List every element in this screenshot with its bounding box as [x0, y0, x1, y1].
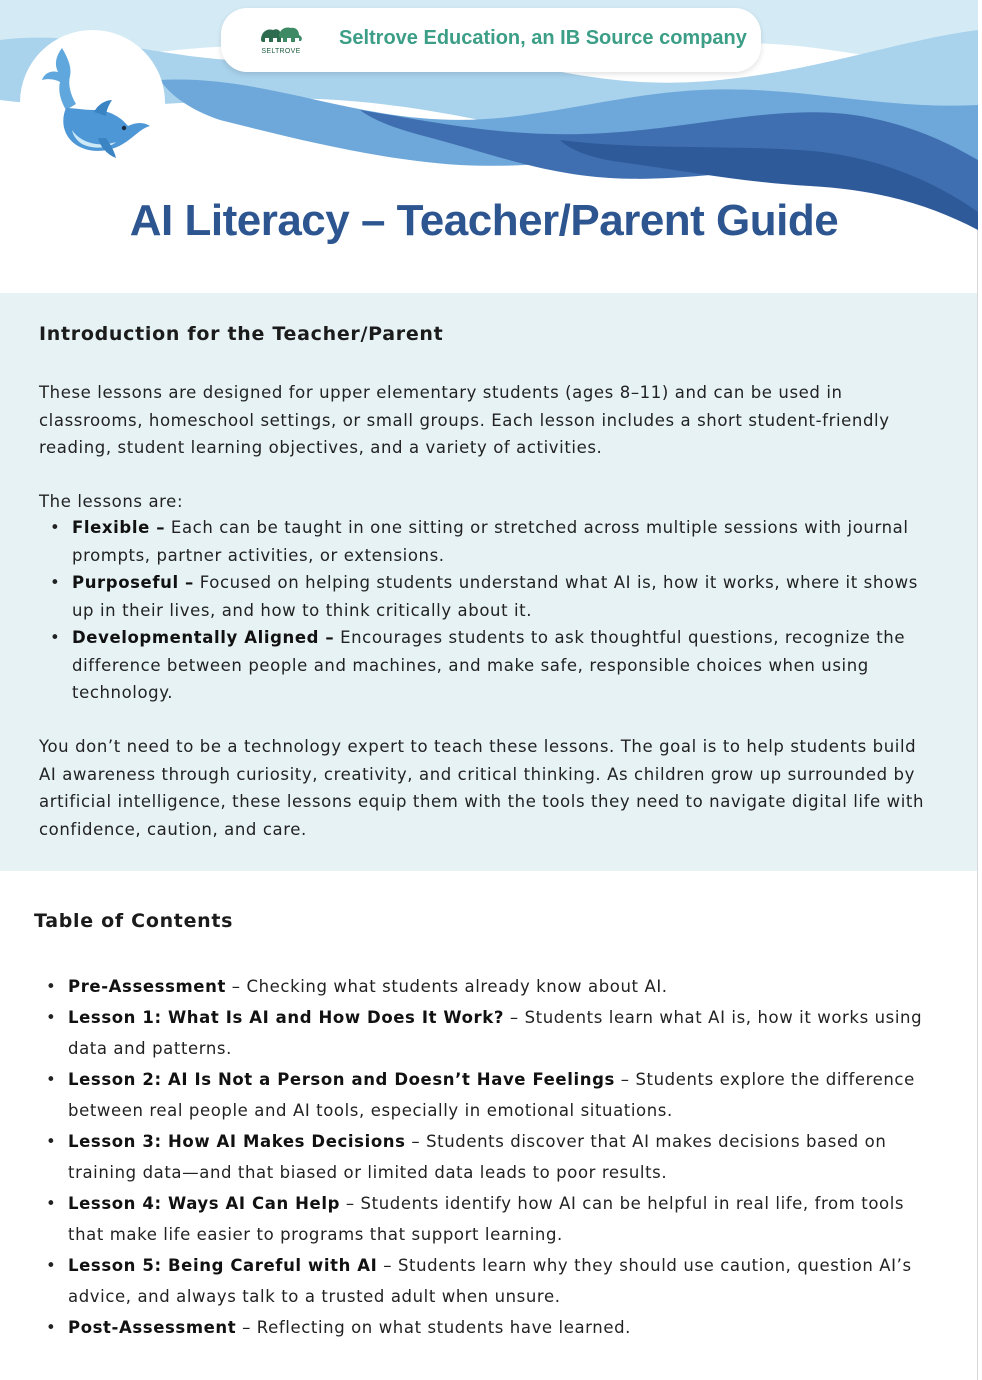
- toc-list: [34, 971, 939, 1343]
- brand-pill: [221, 8, 761, 72]
- trait-term: Developmentally Aligned –: [72, 628, 335, 647]
- intro-section: [0, 293, 977, 871]
- trait-text: Each can be taught in one sitting or stretched across multiple sessions with journal prompts, partner activities, or extensions.: [72, 518, 909, 565]
- list-item: [39, 624, 919, 707]
- toc-item: [34, 1250, 939, 1312]
- trait-term: Flexible –: [72, 518, 166, 537]
- toc-item: [34, 1312, 939, 1343]
- mascot-circle: [20, 30, 165, 175]
- intro-heading: Introduction for the Teacher/Parent: [39, 323, 444, 345]
- seltrove-logo: [257, 22, 305, 62]
- toc-item-desc: – Students discover that AI makes decisions based on training data—and that biased or limited data leads to poor results.: [68, 1132, 887, 1182]
- dolphin-icon: [20, 30, 165, 175]
- toc-item-title: Lesson 3: How AI Makes Decisions: [68, 1132, 406, 1151]
- trait-text: Encourages students to ask thoughtful questions, recognize the difference between people and machines, and make safe, responsible choices when using technology.: [72, 628, 906, 702]
- logo-text: SELTROVE: [261, 48, 301, 55]
- toc-heading: Table of Contents: [34, 910, 234, 932]
- list-item: [39, 569, 919, 624]
- list-item: [39, 514, 919, 569]
- toc-item: [34, 1002, 939, 1064]
- lessons-are-label: The lessons are:: [39, 492, 184, 511]
- toc-item-title: Lesson 1: What Is AI and How Does It Work?: [68, 1008, 505, 1027]
- elephant-logo-icon: [257, 22, 305, 48]
- toc-item-title: Post-Assessment: [68, 1318, 237, 1337]
- toc-item-title: Pre-Assessment: [68, 977, 226, 996]
- toc-item-desc: – Checking what students already know about AI.: [225, 977, 668, 996]
- toc-item-desc: – Students explore the difference between real people and AI tools, especially in emotional situations.: [68, 1070, 915, 1120]
- header-banner: [0, 0, 978, 292]
- trait-text: Focused on helping students understand what AI is, how it works, where it shows up in their lives, and how to think critically about it.: [72, 573, 918, 620]
- toc-item-title: Lesson 5: Being Careful with AI: [68, 1256, 378, 1275]
- intro-closing-paragraph: You don’t need to be a technology expert to teach these lessons. The goal is to help students build AI awareness through curiosity, creativity, and critical thinking. As children grow up surrounded by artificial intelligence, these lessons equip them with the tools they need to navigate digital life with confidence, caution, and care.: [39, 737, 925, 839]
- toc-item-title: Lesson 4: Ways AI Can Help: [68, 1194, 341, 1213]
- intro-paragraph: These lessons are designed for upper elementary students (ages 8–11) and can be used in classrooms, homeschool settings, or small groups. Each lesson includes a short student-friendly reading, student learning objectives, and a variety of activities.: [39, 383, 890, 457]
- toc-item-desc: – Students learn why they should use caution, question AI’s advice, and always talk to a trusted adult when unsure.: [68, 1256, 912, 1306]
- brand-name: Seltrove Education, an IB Source company: [339, 27, 747, 49]
- toc-item-desc: – Students learn what AI is, how it works using data and patterns.: [68, 1008, 923, 1058]
- toc-item-desc: – Students identify how AI can be helpful in real life, from tools that make life easier to programs that support learning.: [68, 1194, 905, 1244]
- page-title: AI Literacy – Teacher/Parent Guide: [129, 196, 839, 245]
- toc-item: [34, 1188, 939, 1250]
- toc-item: [34, 971, 939, 1002]
- toc-item-desc: – Reflecting on what students have learned.: [236, 1318, 631, 1337]
- toc-item: [34, 1126, 939, 1188]
- toc-item-title: Lesson 2: AI Is Not a Person and Doesn’t Have Feelings: [68, 1070, 615, 1089]
- lesson-traits-list: [39, 514, 919, 707]
- trait-term: Purposeful –: [72, 573, 194, 592]
- toc-item: [34, 1064, 939, 1126]
